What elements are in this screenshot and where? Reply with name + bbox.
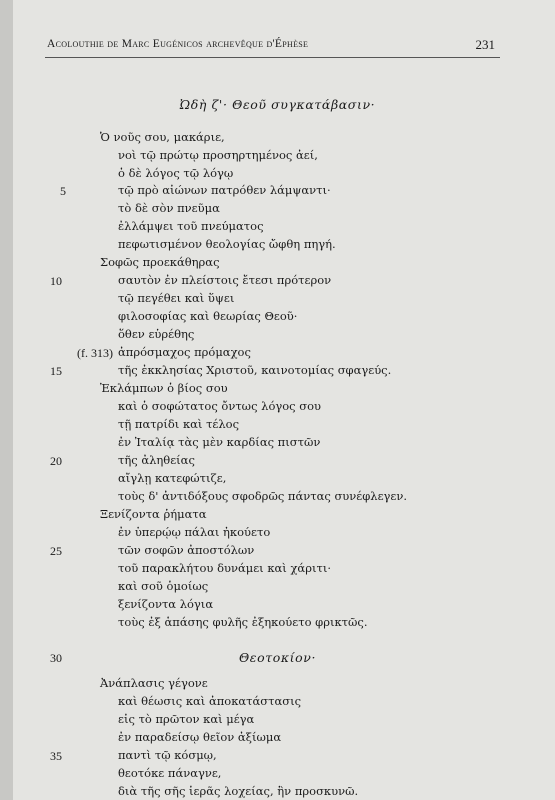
verse-line-10: τῷ πεγέθει καὶ ὕψει [118,291,235,305]
verse-line-33: παντὶ τῷ κόσμῳ, [118,748,217,762]
line-number: 30 [50,651,62,665]
verse-line-9: σαυτὸν ἐν πλείστοις ἔτεσι πρότερον [118,273,332,287]
theotokion-title: Θεοτοκίον· [238,650,317,665]
line-number: 10 [50,274,62,288]
verse-line-19: τῆς ἀληθείας [118,453,195,467]
verse-line-8: Σοφῶς προεκάθηρας [100,255,220,269]
verse-line-11: φιλοσοφίας καὶ θεωρίας Θεοῦ· [118,309,298,323]
folio-reference: (f. 313) [77,346,113,360]
verse-line-25: τοῦ παρακλήτου δυνάμει καὶ χάριτι· [118,561,331,575]
verse-line-34: θεοτόκε πάναγνε, [118,766,222,780]
verse-line-2: νοὶ τῷ πρώτῳ προσηρτημένος ἀεί, [118,148,318,162]
verse-line-12: ὅθεν εὑρέθης [118,327,195,341]
running-title: Acolouthie de Marc Eugénicos archevêque d'Éphèse [47,38,309,50]
verse-line-26: καὶ σοῦ ὁμοίως [118,579,209,593]
verse-line-27: ξενίζοντα λόγια [118,597,214,611]
verse-line-7: πεφωτισμένον θεολογίας ὤφθη πηγή. [118,237,336,251]
verse-line-6: ἐλλάμψει τοῦ πνεύματος [118,219,264,233]
verse-line-5: τὸ δὲ σὸν πνεῦμα [118,201,220,215]
verse-line-18: ἐν Ἰταλίᾳ τὰς μὲν καρδίας πιστῶν [118,435,321,449]
line-number: 35 [50,749,62,763]
line-number: 25 [50,544,62,558]
page-gutter-edge [0,0,13,800]
header-rule [45,57,500,58]
verse-line-20: αἴγλῃ κατεφώτιζε, [118,471,227,485]
verse-line-3: ὁ δὲ λόγος τῷ λόγῳ [118,166,234,180]
verse-line-29: Ἀνάπλασις γέγονε [100,676,208,690]
verse-line-14: τῆς ἐκκλησίας Χριστοῦ, καινοτομίας σφαγεύς. [118,363,392,377]
line-number: 15 [50,364,62,378]
verse-line-17: τῇ πατρίδι καὶ τέλος [118,417,240,431]
verse-line-23: ἐν ὑπερῴῳ πάλαι ἠκούετο [118,525,271,539]
verse-line-31: εἰς τὸ πρῶτον καὶ μέγα [118,712,255,726]
verse-line-21: τοὺς δ' ἀντιδόξους σφοδρῶς πάντας συνέφλεγεν. [118,489,408,503]
verse-line-1: Ὁ νοῦς σου, μακάριε, [100,130,225,144]
verse-line-16: καὶ ὁ σοφώτατος ὄντως λόγος σου [118,399,322,413]
verse-line-4: τῷ πρὸ αἰώνων πατρόθεν λάμψαντι· [118,183,331,197]
verse-line-32: ἐν παραδείσῳ θεῖον ἀξίωμα [118,730,282,744]
line-number: 20 [50,454,62,468]
verse-line-15: Ἐκλάμπων ὁ βίος σου [100,381,228,395]
verse-line-24: τῶν σοφῶν ἀποστόλων [118,543,255,557]
verse-line-13: ἀπρόσμαχος πρόμαχος [118,345,251,359]
verse-line-28: τοὺς ἐξ ἁπάσης φυλῆς ἐξηκούετο φρικτῶς. [118,615,368,629]
line-number: 5 [60,184,66,198]
page-number: 231 [475,37,495,52]
ode-title: Ὠδὴ ζ'· Θεοῦ συγκατάβασιν· [179,97,376,112]
verse-line-22: Ξενίζοντα ῥήματα [100,507,207,521]
verse-line-30: καὶ θέωσις καὶ ἀποκατάστασις [118,694,302,708]
verse-line-35: διὰ τῆς σῆς ἱερᾶς λοχείας, ἣν προσκυνῶ. [118,784,359,798]
